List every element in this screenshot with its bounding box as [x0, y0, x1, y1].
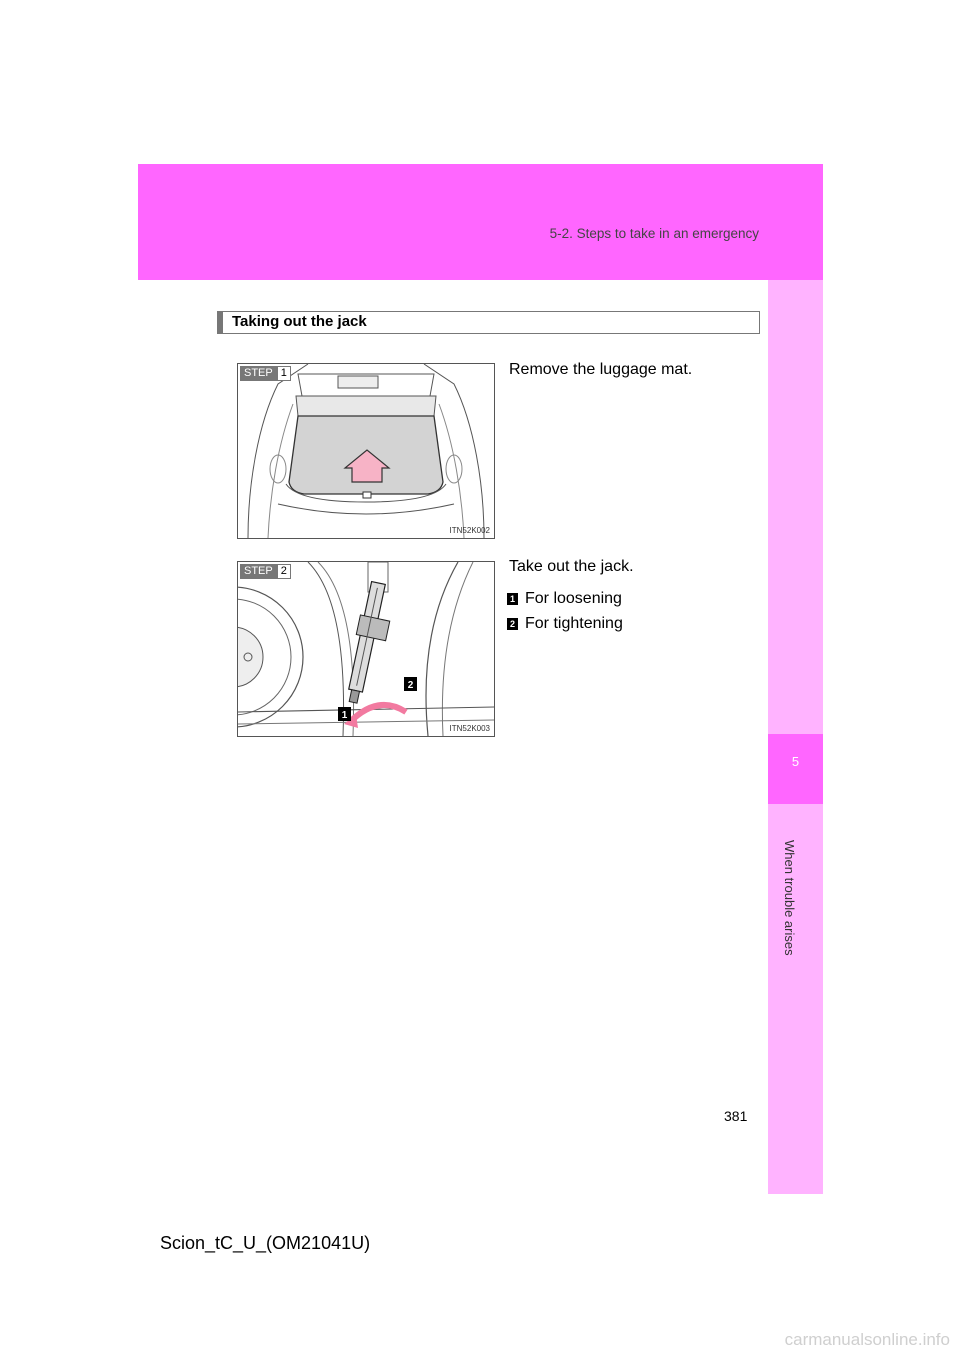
- figure-code: ITN52K003: [449, 724, 490, 733]
- step-badge-number: 1: [277, 366, 291, 381]
- heading-text: Taking out the jack: [232, 313, 367, 330]
- legend-item-tightening: [507, 615, 623, 633]
- chapter-title: When trouble arises: [782, 840, 797, 956]
- step-1-badge: [240, 366, 291, 381]
- luggage-mat-figure: [237, 363, 495, 539]
- section-label: 5-2. Steps to take in an emergency: [549, 226, 759, 241]
- step-2-badge: [240, 564, 291, 579]
- luggage-mat-illustration: [238, 364, 494, 538]
- step-badge-label: STEP: [240, 564, 277, 579]
- chapter-side-tab: [768, 280, 823, 1194]
- section-heading: [217, 311, 760, 334]
- step-badge-number: 2: [277, 564, 291, 579]
- step-badge-label: STEP: [240, 366, 277, 381]
- legend-text: For loosening: [525, 590, 622, 607]
- page-number: 381: [724, 1108, 748, 1124]
- footer-code: Scion_tC_U_(OM21041U): [160, 1233, 371, 1253]
- legend-number: 1: [507, 593, 518, 605]
- step-2-text: Take out the jack.: [509, 558, 634, 575]
- watermark: carmanualsonline.info: [784, 1330, 950, 1349]
- legend-item-loosening: [507, 590, 622, 608]
- chapter-number-block: [768, 734, 823, 804]
- svg-text:2: 2: [407, 680, 414, 691]
- figure-code: ITN52K002: [449, 526, 490, 535]
- legend-number: 2: [507, 618, 518, 630]
- chapter-number: 5: [791, 754, 800, 769]
- heading-bar: [218, 312, 223, 333]
- jack-figure: [237, 561, 495, 737]
- jack-illustration: [238, 562, 494, 736]
- step-1-text: Remove the luggage mat.: [509, 361, 693, 378]
- header-band: [138, 164, 823, 280]
- jack-icon: [342, 581, 397, 707]
- legend-text: For tightening: [525, 615, 623, 632]
- svg-text:1: 1: [341, 710, 348, 721]
